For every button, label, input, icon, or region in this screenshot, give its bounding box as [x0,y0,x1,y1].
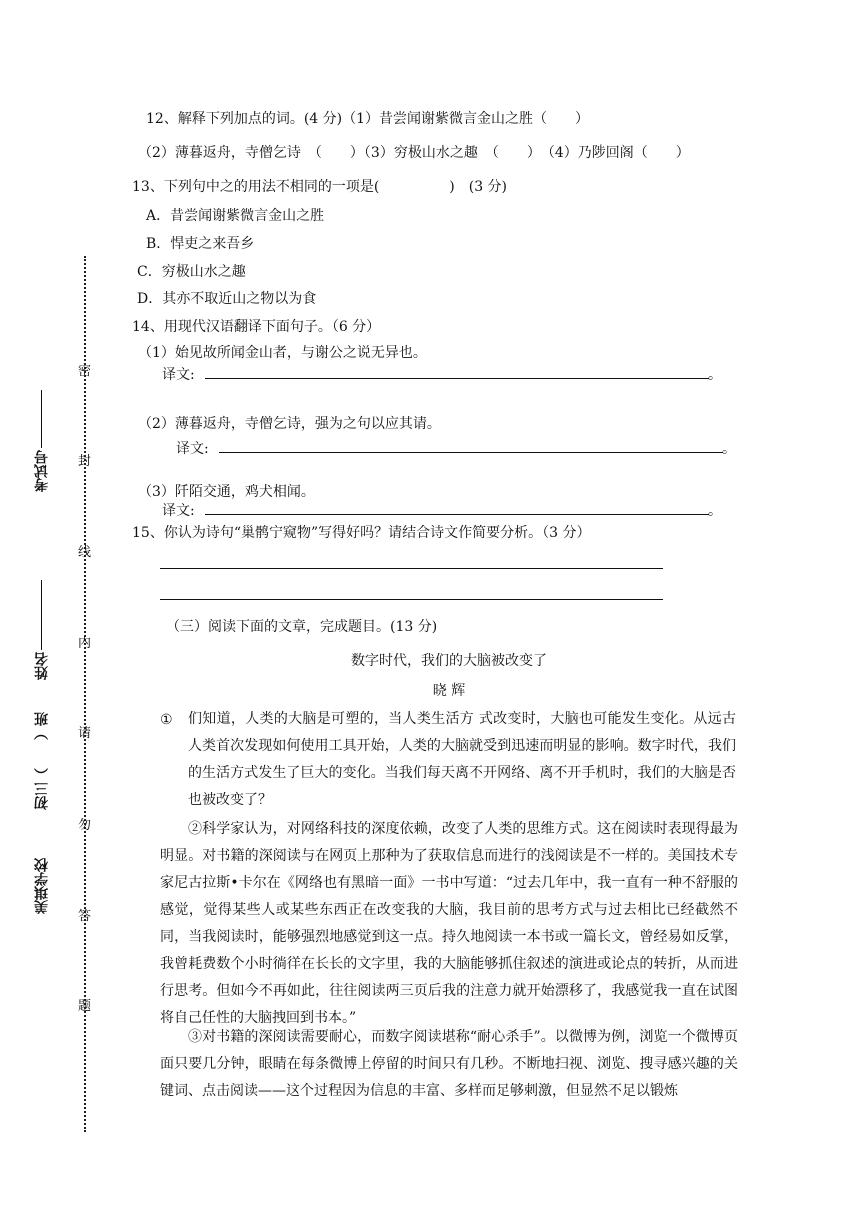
q14-period-1: 。 [708,367,722,383]
q15-answer-line-2[interactable] [160,599,663,600]
exam-number-blank[interactable] [42,390,43,448]
q12-line2 [138,142,690,162]
q13-stem: 13、下列句中之的用法不相同的一项是( ) (3 分) [132,179,508,195]
section3-heading: （三）阅读下面的文章，完成题目。(13 分) [166,619,438,635]
q14-period-2: 。 [722,441,736,457]
name-blank[interactable] [42,580,43,650]
paragraph-1: 们知道，人类的大脑是可塑的，当人类生活方 式改变时，大脑也可能发生变化。从远古人类首次发现如何使用工具开始，人类的大脑就受到迅速而明显的影响。数字时代，我们的生活方式发生了巨大的变化。当我们每天离不开网络、离不开手机时，我们的大脑是否也被改变了？ [188,711,736,808]
q14-item-1: （1）始见故所闻金山者，与谢公之说无异也。 [138,345,427,361]
q14-answer-line-1[interactable] [205,378,709,379]
article-title: 数字时代，我们的大脑被改变了 [351,653,547,669]
q12-line1-text: 12、解释下列加点的词。(4 分)（1）昔尝闻谢紫微言金山之胜（ ） [146,111,590,127]
q14-answer-line-3[interactable] [205,514,709,515]
q14-translation-label-2: 译文: [176,441,209,457]
name-field[interactable]: 姓名 [32,578,52,680]
q13-option-a: A．昔尝闻谢紫微言金山之胜 [146,208,325,224]
q15-answer-line-1[interactable] [160,568,663,569]
q14-period-3: 。 [708,503,722,519]
seal-char-5: 请 [78,726,92,741]
q14-item-3: （3）阡陌交通，鸡犬相闻。 [138,484,315,500]
q13-option-b: B．悍吏之来吾乡 [146,236,255,252]
seal-char-1: 密 [78,364,92,379]
exam-number-field[interactable]: 考试号 [32,388,52,492]
q14-translation-label-1: 译文: [162,367,195,383]
q14-translation-label-3: 译文: [162,503,195,519]
q14-answer-line-2[interactable] [219,452,723,453]
q13-option-c: C．穷极山水之趣 [137,264,246,280]
class-label: 初三（ ）班 [34,712,50,810]
seal-char-3: 线 [78,545,92,560]
q13-option-d: D．其亦不取近山之物以为食 [137,291,317,307]
q14-stem: 14、用现代汉语翻译下面句子。（6 分） [132,319,381,335]
seal-char-6: 勿 [78,818,92,833]
paragraph-2: ②科学家认为，对网络科技的深度依赖，改变了人类的思维方式。这在阅读时表现得最为明显。对书籍的深阅读与在网页上那种为了获取信息而进行的浅阅读是不一样的。美国技术专家尼古拉斯•卡尔在《网络也有黑暗一面》一书中写道：“过去几年中，我一直有一种不舒服的感觉，觉得某些人或某些东西正在改变我的大脑，我目前的思考方式与过去相比已经截然不同，当我阅读时，能够强烈地感觉到这一点。持久地阅读一本书或一篇长文，曾经易如反掌，我曾耗费数个小时徜徉在长长的文字里，我的大脑能够抓住叙述的演进或论点的转折，从而进行思考。但如今不再如此，往往阅读两三页后我的注意力就开始漂移了，我感觉我一直在试图将自己任性的大脑拽回到书本。” [160,821,738,1026]
paragraph-1-marker: ① [160,712,173,728]
paragraph-3: ③对书籍的深阅读需要耐心，而数字阅读堪称“耐心杀手”。以微博为例，浏览一个微博页面只要几分钟，眼睛在每条微博上停留的时间只有几秒。不断地扫视、浏览、搜寻感兴趣的关键词、点击阅读——这个过程因为信息的丰富、多样而足够刺激，但显然不足以锻炼 [160,1029,738,1099]
q14-item-2: （2）薄暮返舟，寺僧乞诗，强为之句以应其请。 [138,416,441,432]
seal-char-4: 内 [78,636,92,651]
q12-line2-text: （2）薄暮返舟，寺僧乞诗 （ ）（3）穷极山水之趣 （ ） （4）乃陟回阁（ ） [138,145,690,161]
q12-line1 [146,108,589,128]
seal-char-7: 答 [78,909,92,924]
q15-stem: 15、你认为诗句“巢鹘宁窥物”写得好吗？请结合诗文作简要分析。（3 分） [132,525,591,541]
school-label: 美琪学校 [34,858,50,914]
seal-char-8: 题 [78,999,92,1014]
seal-char-2: 封 [78,454,92,469]
article-author: 晓 辉 [432,683,466,699]
